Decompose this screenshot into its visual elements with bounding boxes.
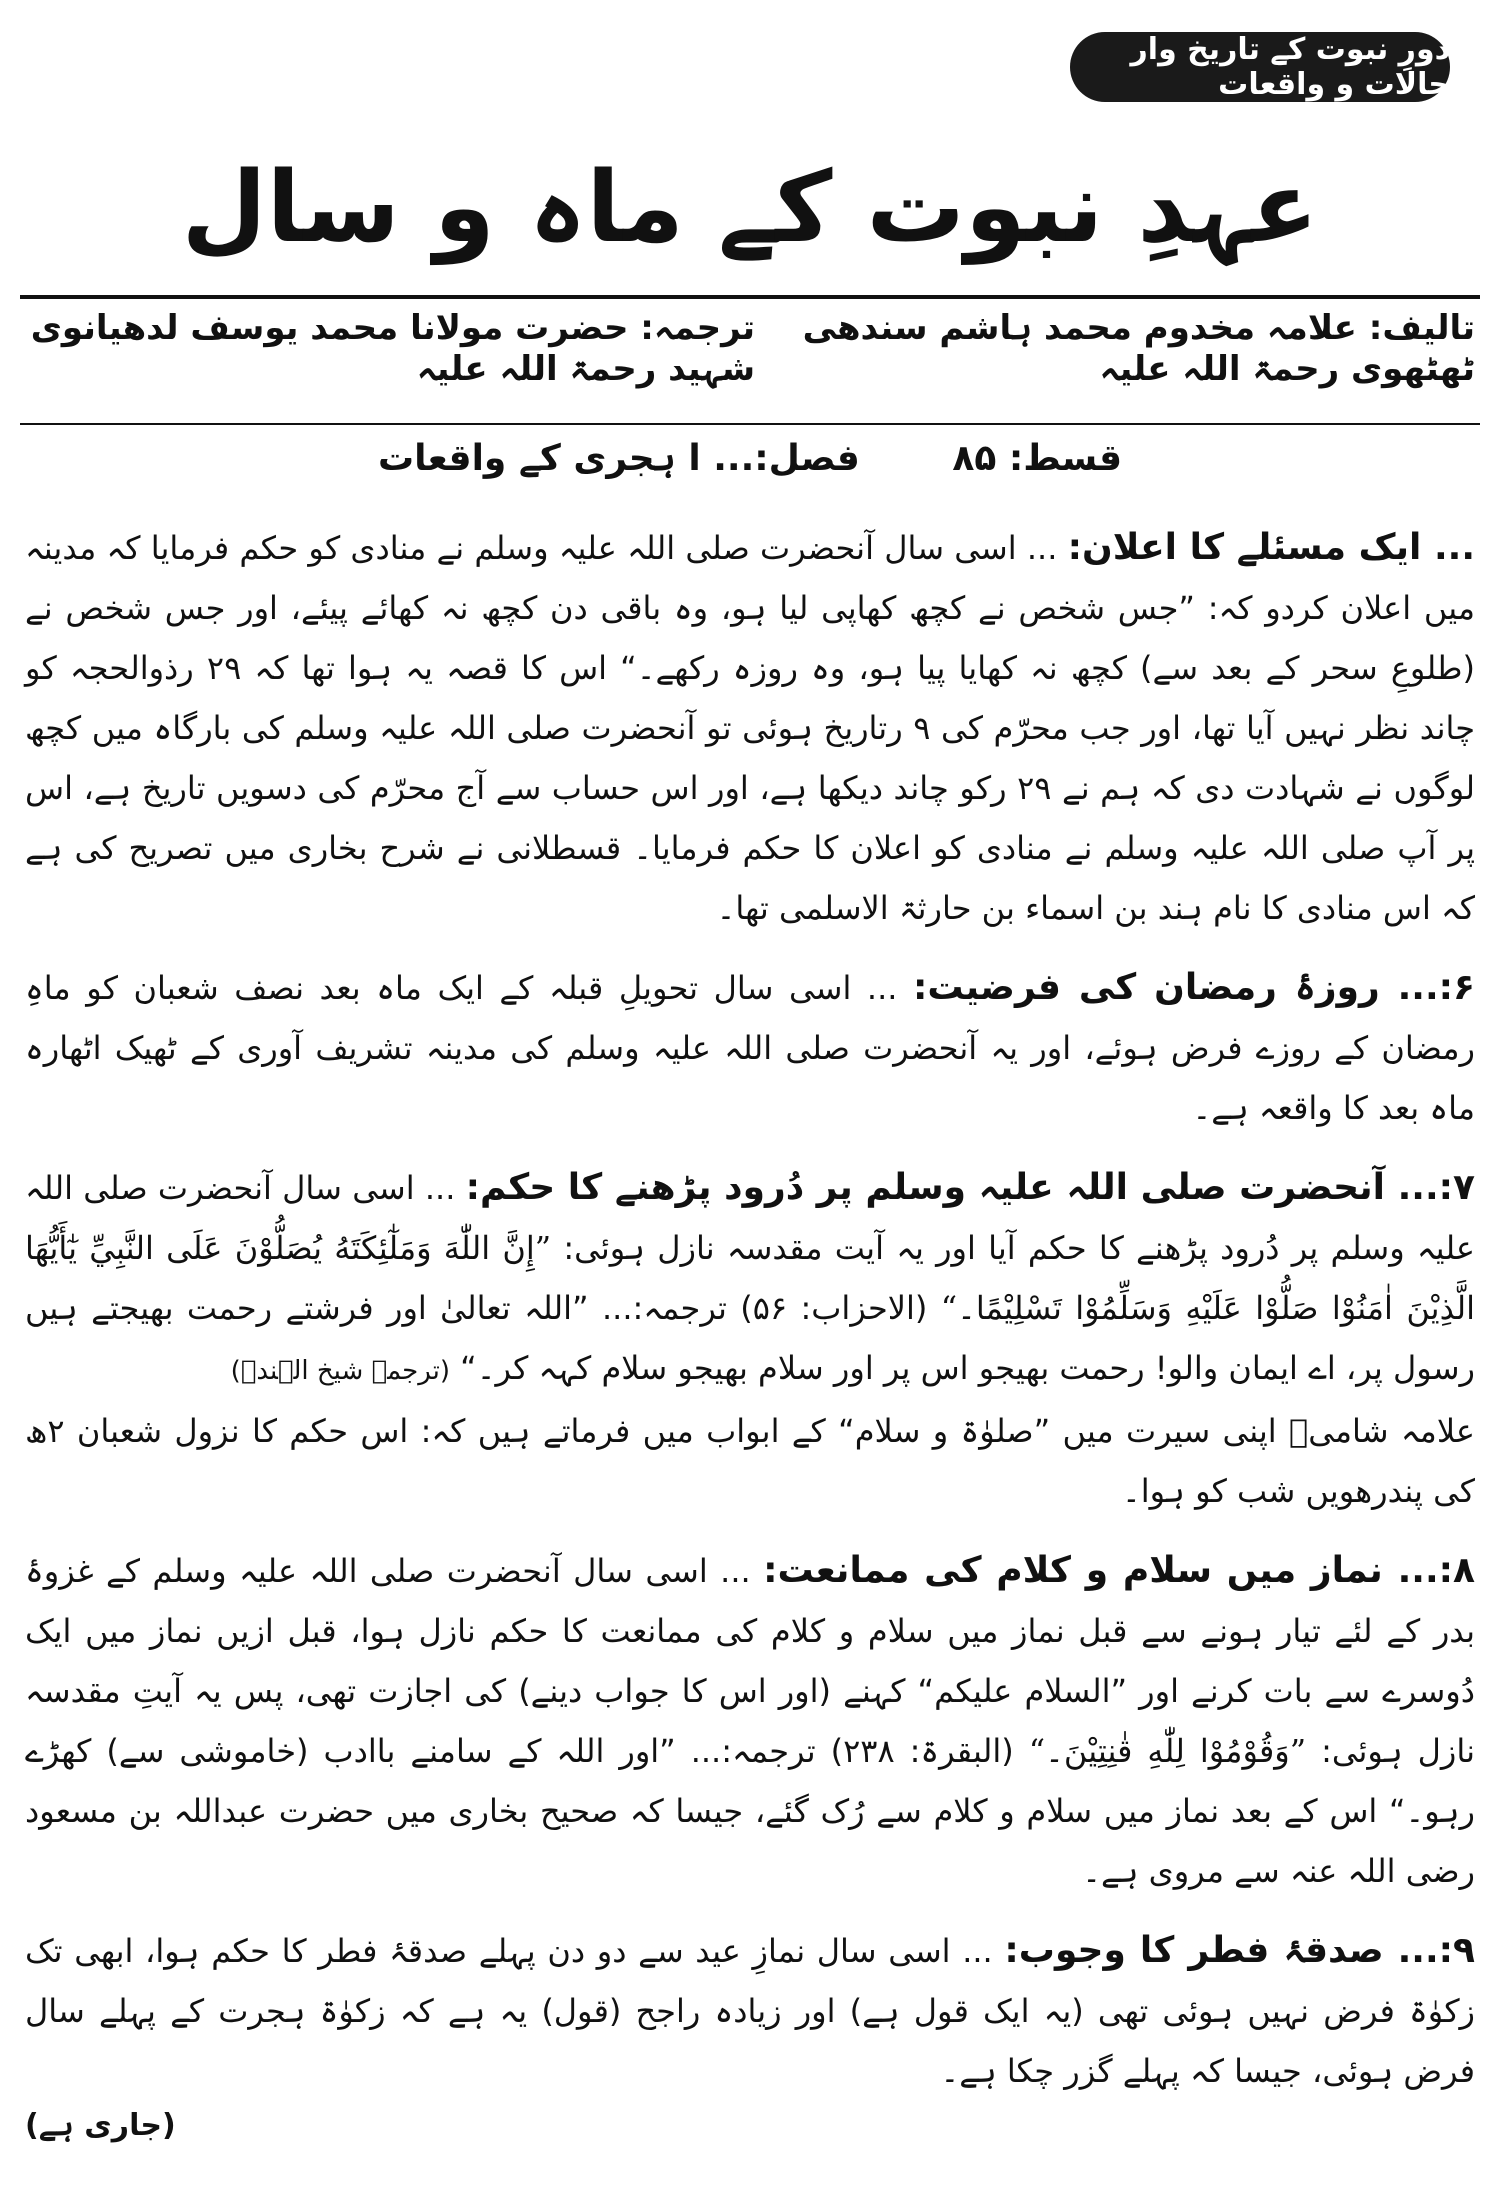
title-divider	[20, 295, 1480, 299]
quran-verse: ”وَقُوْمُوْا لِلّٰهِ قٰنِتِيْنَ۔“	[1028, 1732, 1307, 1770]
paragraph-text: ... اسی سال نمازِ عید سے دو دن پہلے صدقۂ فطر کا حکم ہوا، ابھی تک زکوٰۃ فرض نہیں ہوئی تھی (یہ ایک قول ہے) اور زیادہ راجح (قول) یہ ہے کہ زکوٰۃ ہجرت کے پہلے سال فرض ہوئی، جیسا کہ پہلے گزر چکا ہے۔	[25, 1932, 1475, 2090]
paragraph-ramadan-fasting	[25, 958, 1475, 1138]
paragraph-text: ... اسی سال آنحضرت صلی اللہ علیہ وسلم نے منادی کو حکم فرمایا کہ مدینہ میں اعلان کردو کہ: ”جس شخص نے کچھ کھاپی لیا ہو، وہ باقی دن کچھ نہ کھائے پیئے، اور جس شخص نے (طلوعِ سحر کے بعد سے) کچھ نہ کھایا پیا ہو، وہ روزہ رکھے۔“ اس کا قصہ یہ ہوا تھا کہ ۲۹ رذوالحجہ کو چاند نظر نہیں آیا تھا، اور جب محرّم کی ۹ رتاریخ ہوئی تو آنحضرت صلی اللہ علیہ وسلم کی بارگاہ میں کچھ لوگوں نے شہادت دی کہ ہم نے ۲۹ رکو چاند دیکھا ہے، اور اس حساب سے آج محرّم کی دسویں تاریخ ہے، اس پر آپ صلی اللہ علیہ وسلم نے منادی کو اعلان کا حکم فرمایا۔ قسطلانی نے شرح بخاری میں تصریح کی ہے کہ اس منادی کا نام ہند بن اسماء بن حارثۃ الاسلمی تھا۔	[25, 529, 1476, 927]
continued-note: (جاری ہے)	[25, 2108, 176, 2143]
translator-credit: ترجمہ: حضرت مولانا محمد یوسف لدھیانوی شہید رحمۃ اللہ علیہ	[30, 308, 756, 389]
paragraph-text: (الاحزاب: ۵۶) ترجمہ:... ”اللہ تعالیٰ اور فرشتے رحمت بھیجتے ہیں رسول پر، اے ایمان والو! رحمت بھیجو اس پر اور سلام بھیجو سلام کہہ کر۔“	[25, 1289, 1475, 1387]
paragraph-heading: ... ایک مسئلے کا اعلان:	[1067, 527, 1475, 568]
paragraph-durood	[25, 1158, 1475, 1521]
paragraph-heading: ۹:... صدقۂ فطر کا وجوب:	[1004, 1930, 1476, 1971]
installment-heading	[0, 438, 1500, 479]
paragraph-sadaqat-fitr	[25, 1921, 1475, 2101]
paragraph-text: (البقرۃ: ۲۳۸) ترجمہ:... ”اور اللہ کے سامنے باادب (خاموشی سے) کھڑے رہو۔“ اس کے بعد نماز میں سلام و کلام سے رُک گئے، جیسا کہ صحیح بخاری میں حضرت عبداللہ بن مسعود رضی اللہ عنہ سے مروی ہے۔	[25, 1732, 1475, 1890]
quran-verse: ”إِنَّ اللّٰهَ وَمَلٰٓئِكَتَهُ يُصَلُّوْنَ عَلَى النَّبِيِّ يٰٓأَيُّهَا الَّذِيْنَ اٰمَنُوْا صَلُّوْا عَلَيْهِ وَسَلِّمُوْا تَسْلِيْمًا۔“	[25, 1229, 1476, 1327]
paragraph-heading: ۷:... آنحضرت صلی اللہ علیہ وسلم پر دُرود پڑھنے کا حکم:	[465, 1167, 1475, 1208]
paragraph-announcement	[25, 518, 1475, 938]
paragraph-text: ... اسی سال آنحضرت صلی اللہ علیہ وسلم کے غزوۂ بدر کے لئے تیار ہونے سے قبل نماز میں سلام و کلام کی ممانعت کا حکم نازل ہوا، قبل ازیں نماز میں ایک دُوسرے سے بات کرنے اور ”السلام علیکم“ کہنے (اور اس کا جواب دینے) کی اجازت تھی، پس یہ آیتِ مقدسہ نازل ہوئی:	[25, 1552, 1476, 1770]
installment-number: قسط: ۸۵	[952, 438, 1123, 479]
article-body	[25, 518, 1475, 2121]
paragraph-text: ... اسی سال تحویلِ قبلہ کے ایک ماہ بعد نصف شعبان کو ماہِ رمضان کے روزے فرض ہوئے، اور یہ آنحضرت صلی اللہ علیہ وسلم کی مدینہ تشریف آوری کے ٹھیک اٹھارہ ماہ بعد کا واقعہ ہے۔	[25, 969, 1475, 1127]
paragraph-note: علامہ شامیؒ اپنی سیرت میں ”صلوٰۃ و سلام“ کے ابواب میں فرماتے ہیں کہ: اس حکم کا نزول شعبان ۲ھ کی پندرھویں شب کو ہوا۔	[25, 1412, 1475, 1510]
credits-divider	[20, 423, 1480, 425]
section-badge: دورِ نبوت کے تاریخ وار حالات و واقعات	[1070, 32, 1450, 102]
paragraph-heading: ۸:... نماز میں سلام و کلام کی ممانعت:	[763, 1550, 1476, 1591]
chapter-heading: فصل:... ا ہجری کے واقعات	[377, 438, 860, 479]
author-credit: تالیف: علامہ مخدوم محمد ہاشم سندھی ٹھٹھوی رحمۃ اللہ علیہ	[802, 308, 1475, 389]
paragraph-text: ... اسی سال آنحضرت صلی اللہ علیہ وسلم پر دُرود پڑھنے کا حکم آیا اور یہ آیت مقدسہ نازل ہوئی:	[25, 1169, 1476, 1267]
paragraph-heading: ۶:... روزۂ رمضان کی فرضیت:	[912, 967, 1476, 1008]
page-title: عہدِ نبوت کے ماہ و سال	[181, 151, 1319, 265]
credits-row	[25, 308, 1475, 389]
paragraph-prayer-speech	[25, 1541, 1475, 1901]
translation-reference: (ترجمہ شیخ الہندؒ)	[230, 1356, 450, 1386]
